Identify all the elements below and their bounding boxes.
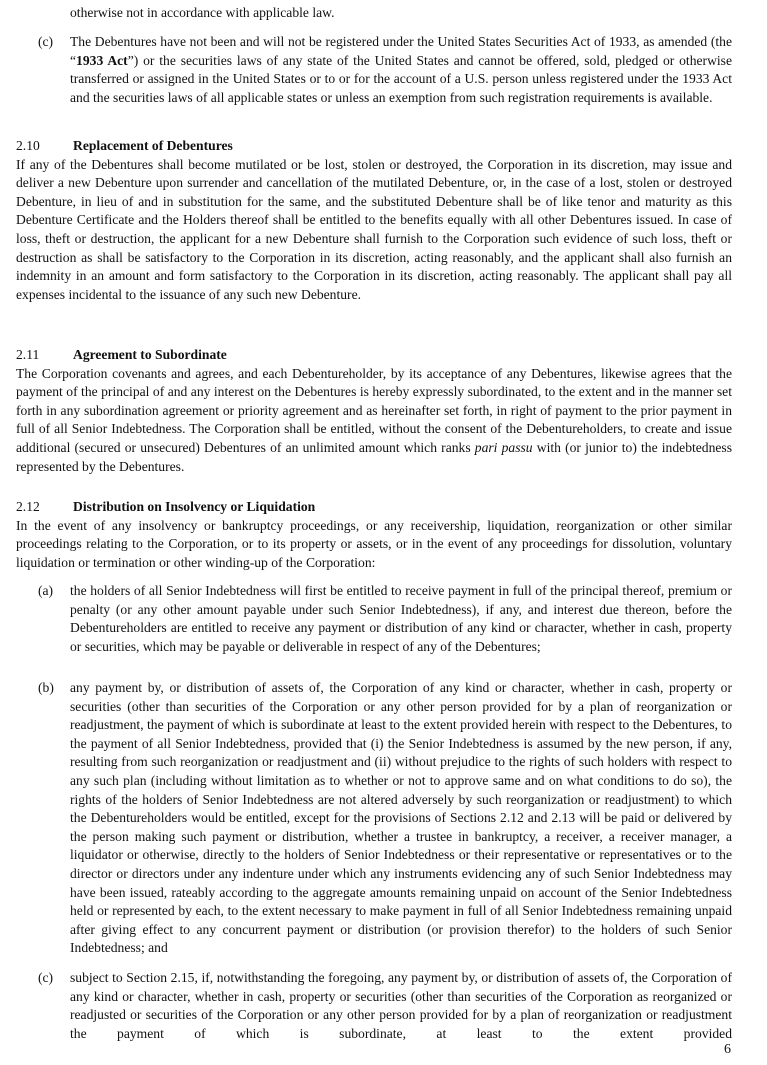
list-item-body — [70, 33, 732, 107]
list-item-a — [38, 582, 732, 656]
section-2-12 — [16, 498, 732, 572]
list-item-b — [38, 679, 732, 958]
list-item-c-securities-act — [38, 33, 732, 107]
list-item-label: (b) — [38, 680, 54, 695]
list-item-label: (c) — [38, 34, 54, 49]
list-item-label: (a) — [38, 583, 54, 598]
top-continuation-text: otherwise not in accordance with applicable law. — [70, 5, 335, 20]
section-body-text: with (or junior to) the indebtedness represented by the Debentures. — [16, 439, 733, 474]
section-heading — [16, 137, 732, 156]
list-item-text: The Debentures have not been and will not be registered under the United States Securities Act of 1933, as amended (the “ — [70, 34, 732, 68]
section-body — [16, 365, 732, 477]
section-title: Agreement to Subordinate — [73, 347, 227, 362]
section-body-text: The Corporation covenants and agrees, and each Debentureholder, by its acceptance of any Debentures, likewise agrees that the payment of the principal of and any interest on the Debentures is hereby expressly subordinated, to the extent and in the manner set forth in any subordination agreement or priority agreement and as hereinafter set forth, in right of payment to the prior payment in full of all Senior Indebtedness. The Corporation shall be entitled, without the consent of the Debentureholders, to create and issue additional (secured or unsecured) Debentures of an unlimited amount which ranks — [16, 365, 732, 455]
defined-term: 1933 Act — [76, 52, 128, 68]
list-item-body: subject to Section 2.15, if, notwithstanding the foregoing, any payment by, or distribution of assets of, the Corporation of any kind or character, whether in cash, property or securities (other than securities of the Corporation as reorganized or readjusted or securities of the Corporation or any other person provided for by a plan of reorganization or readjustment the payment of which is subordinate, at least to the extent provided — [70, 970, 732, 1041]
section-number: 2.12 — [16, 499, 40, 514]
section-heading — [16, 346, 732, 365]
section-heading — [16, 498, 732, 517]
section-title: Replacement of Debentures — [73, 138, 233, 153]
italic-term: pari passu — [474, 439, 533, 455]
section-2-11 — [16, 346, 732, 476]
list-item-body: the holders of all Senior Indebtedness will first be entitled to receive payment in full of the principal thereof, premium or penalty (or any other amount payable under such Senior Indebtedness), if any, and interest due thereon, before the Debentureholders are entitled to receive any payment or distribution of any kind or character, whether in cash, property or securities, which may be payable or deliverable in respect of any of the Debentures; — [70, 583, 732, 654]
list-item-label: (c) — [38, 970, 54, 985]
list-item-c — [38, 969, 732, 1043]
section-number: 2.11 — [16, 347, 40, 362]
section-title: Distribution on Insolvency or Liquidation — [73, 499, 316, 514]
list-item-text: ”) or the securities laws of any state of the United States and cannot be offered, sold, pledged or otherwise transferred or assigned in the United States or to or for the account of a U.S. person unless registered under the 1933 Act and the securities laws of all applicable states or unless an exemption from such registration requirements is available. — [70, 52, 732, 105]
section-body: In the event of any insolvency or bankruptcy proceedings, or any receivership, liquidation, reorganization or other similar proceedings relating to the Corporation, or to its property or assets, or in the event of any proceedings for dissolution, voluntary liquidation or termination or other winding-up of the Corporation: — [16, 517, 732, 570]
page-number: 6 — [724, 1042, 731, 1057]
section-2-10 — [16, 137, 732, 304]
section-body: If any of the Debentures shall become mutilated or be lost, stolen or destroyed, the Corporation in its discretion, may issue and deliver a new Debenture upon surrender and cancellation of the mutilated Debenture, or, in the case of a lost, stolen or destroyed Debenture, in lieu of and in substitution for the same, and the substituted Debenture shall be of like tenor and maturity as this Debenture Certificate and the Holders thereof shall be entitled to the benefits equally with all other Debentures issued. In case of loss, theft or destruction, the applicant for a new Debenture shall furnish to the Corporation such evidence of such loss, theft or destruction as shall be satisfactory to the Corporation in its discretion, acting reasonably, and the applicant shall also furnish an indemnity in an amount and form satisfactory to the Corporation in its discretion, acting reasonably. The applicant shall pay all expenses incidental to the issuance of any such new Debenture. — [16, 156, 732, 302]
list-item-body: any payment by, or distribution of assets of, the Corporation of any kind or character, whether in cash, property or securities (other than securities of the Corporation or any other person provided for by a plan of reorganization or readjustment, the payment of which is subordinate at least to the extent provided herein with respect to the Debentures, to the payment of all Senior Indebtedness, provided that (i) the Senior Indebtedness is assumed by the new person, if any, resulting from such reorganization or readjustment and (ii) without prejudice to the rights of such holders with respect to any such plan (including without limitation as to whether or not to approve same and on what conditions to do so), the rights of the holders of Senior Indebtedness are not altered adversely by such reorganization or readjustment) to which the Debentureholders would be entitled, except for the provisions of Sections 2.12 and 2.13 will be paid or delivered by the person making such payment or distribution, whether a trustee in bankruptcy, a receiver, a receiver manager, a liquidator or otherwise, directly to the holders of Senior Indebtedness or their representative or representatives or to the director or directors under any indenture under which any instruments evidencing any of such Senior Indebtedness may have been issued, rateably according to the aggregate amounts remaining unpaid on account of the Senior Indebtedness held or represented by each, to the extent necessary to make payment in full of all Senior Indebtedness remaining unpaid after giving effect to any concurrent payment or distribution (or provision therefor) to the holders of such Senior Indebtedness; and — [70, 680, 732, 956]
section-number: 2.10 — [16, 138, 40, 153]
